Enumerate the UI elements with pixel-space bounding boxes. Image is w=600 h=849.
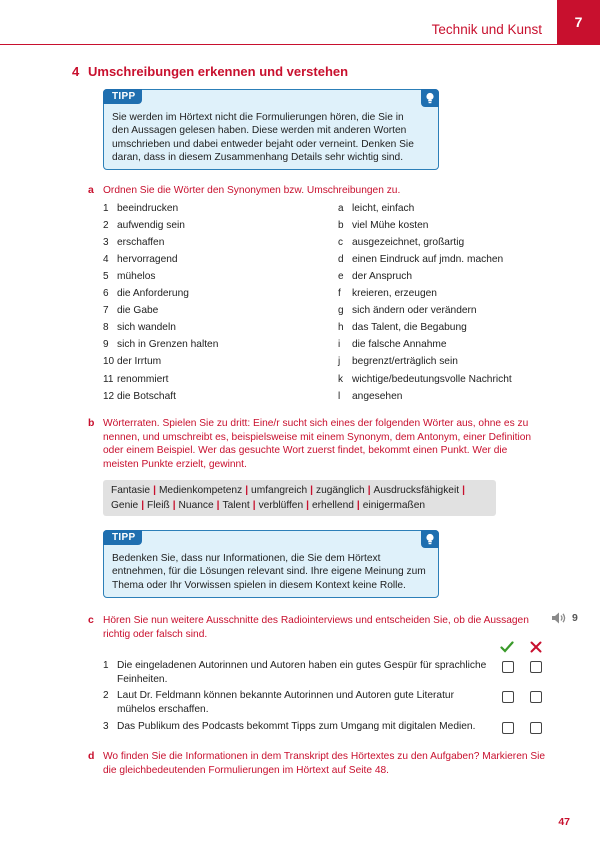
match-left-term: sich in Grenzen halten (117, 339, 219, 351)
match-right-letter: h (338, 322, 344, 334)
statement-text: Laut Dr. Feldmann können bekannte Autorinnen und Autoren gute Literatur (117, 690, 454, 701)
match-right-definition: begrenzt/erträglich sein (352, 356, 458, 368)
match-left-number: 3 (103, 237, 109, 249)
word-bank-word: Genie (111, 500, 139, 511)
match-right-letter: a (338, 203, 344, 214)
task-b-letter: b (88, 417, 95, 429)
match-left-term: hervorragend (117, 254, 178, 266)
task-d-letter: d (88, 750, 95, 762)
match-left-number: 12 (103, 390, 115, 402)
statement-number: 2 (103, 690, 109, 701)
chapter-title: Technik und Kunst (431, 22, 542, 37)
match-right-letter: j (338, 356, 341, 368)
match-left-number: 7 (103, 305, 109, 317)
word-bank (103, 480, 496, 516)
header-divider (0, 44, 600, 45)
match-right-letter: k (338, 373, 343, 385)
task-d-instruction: Wo finden Sie die Informationen in dem Transkript des Hörtextes zu den Aufgaben? Markieren Sie die gleichbedeutenden Formulierungen im Hörtext auf Seite 48. (103, 751, 546, 776)
task-a-letter: a (88, 184, 94, 196)
match-left-number: 6 (103, 288, 109, 300)
match-right-letter: d (338, 254, 344, 266)
match-right-definition: leicht, einfach (352, 203, 415, 214)
lightbulb-icon (421, 89, 439, 107)
match-right-definition: einen Eindruck auf jmdn. machen (352, 254, 504, 266)
match-right-letter: l (338, 390, 341, 402)
word-separator: | (462, 485, 465, 496)
checkbox-false[interactable] (530, 722, 542, 734)
chapter-number: 7 (557, 0, 600, 44)
match-right-letter: b (338, 220, 344, 232)
match-right-definition: ausgezeichnet, großartig (352, 237, 465, 249)
tip-box-1 (103, 89, 439, 170)
false-cross-icon (530, 640, 542, 658)
word-separator: | (141, 500, 145, 511)
tip-box-2 (103, 530, 439, 598)
statement-text: mühelos erschaffen. (117, 704, 209, 715)
task-a-instruction: Ordnen Sie die Wörter den Synonymen bzw. Umschreibungen zu. (103, 185, 401, 196)
section-number: 4 (72, 64, 80, 79)
tip-text: Sie werden im Hörtext nicht die Formulierungen hören, die Sie in den Aussagen gelesen haben. Diese werden mit anderen Worten umschrieben und dabei entweder bejaht oder verneint. Denken Sie daran, dass in diesem Zusammenhang Details sehr wichtig sind. (112, 112, 414, 163)
statement-number: 1 (103, 660, 109, 671)
match-right-definition: der Anspruch (352, 271, 413, 283)
word-bank-word: Ausdrucksfähigkeit (373, 485, 460, 496)
match-right-letter: e (338, 271, 344, 283)
statement-text: Feinheiten. (117, 674, 168, 685)
match-right-letter: i (338, 339, 341, 351)
word-separator: | (153, 485, 156, 496)
word-bank-word: zugänglich (315, 485, 365, 496)
word-bank-word: Talent (222, 500, 250, 511)
match-left-number: 11 (103, 373, 114, 385)
match-left-number: 1 (103, 203, 109, 214)
tip-text: Bedenken Sie, dass nur Informationen, die Sie dem Hörtext entnehmen, für die Lösungen relevant sind. Ihre eigene Meinung zum Thema oder Ihr Vorwissen spielen in diesem Kontext keine Rolle. (112, 553, 426, 591)
checkbox-true[interactable] (502, 722, 514, 734)
word-separator: | (310, 485, 313, 496)
match-right-definition: sich ändern oder verändern (352, 305, 477, 317)
match-left-number: 5 (103, 271, 109, 283)
speaker-icon[interactable] (551, 611, 569, 625)
match-left-number: 9 (103, 339, 109, 351)
checkbox-false[interactable] (530, 661, 542, 673)
match-left-term: die Anforderung (117, 288, 189, 300)
audio-track-number: 9 (572, 612, 578, 624)
checkbox-true[interactable] (502, 691, 514, 703)
true-check-icon (500, 640, 514, 658)
match-left-number: 8 (103, 322, 109, 334)
checkbox-true[interactable] (502, 661, 514, 673)
word-bank-word: umfangreich (251, 485, 308, 496)
match-left-term: aufwendig sein (117, 220, 185, 232)
word-separator: | (245, 485, 249, 496)
word-separator: | (172, 500, 176, 511)
match-left-term: sich wandeln (117, 322, 176, 334)
match-left-term: mühelos (117, 271, 156, 283)
word-separator: | (252, 500, 256, 511)
match-right-definition: angesehen (352, 390, 403, 402)
word-bank-word: einigermaßen (362, 500, 426, 511)
task-c-letter: c (88, 614, 94, 626)
match-left-term: die Botschaft (117, 390, 176, 402)
match-left-term: der Irrtum (117, 356, 162, 368)
lightbulb-icon (421, 530, 439, 548)
audio-track[interactable] (551, 611, 578, 625)
match-right-letter: c (338, 237, 343, 249)
statement-text: Das Publikum des Podcasts bekommt Tipps zum Umgang mit digitalen Medien. (117, 721, 476, 732)
match-right-letter: g (338, 305, 344, 317)
word-separator: | (216, 500, 220, 511)
word-separator: | (356, 500, 360, 511)
page-number: 47 (558, 816, 570, 828)
match-left-term: beeindrucken (117, 203, 179, 214)
word-bank-word: Medienkompetenz (158, 485, 243, 496)
word-bank-word: erhellend (312, 500, 354, 511)
statement-number: 3 (103, 721, 109, 732)
match-left-number: 2 (103, 220, 109, 232)
match-right-letter: f (338, 288, 341, 300)
match-left-term: die Gabe (117, 305, 159, 317)
match-right-definition: viel Mühe kosten (352, 220, 429, 232)
word-bank-word: verblüffen (258, 500, 304, 511)
checkbox-false[interactable] (530, 691, 542, 703)
match-left-number: 10 (103, 356, 115, 368)
section-title: Umschreibungen erkennen und verstehen (88, 64, 349, 79)
match-left-term: renommiert (117, 373, 169, 385)
task-c-instruction: Hören Sie nun weitere Ausschnitte des Radiointerviews und entscheiden Sie, ob die Aussagen richtig oder falsch sind. (103, 615, 529, 640)
word-bank-word: Fleiß (147, 500, 170, 511)
word-bank-word: Nuance (178, 500, 214, 511)
match-left-number: 4 (103, 254, 109, 266)
match-right-definition: das Talent, die Begabung (352, 322, 467, 334)
tip-label: TIPP (103, 530, 142, 545)
word-bank-word: Fantasie (111, 485, 151, 496)
match-right-definition: kreieren, erzeugen (352, 288, 437, 300)
task-b-instruction: Wörterraten. Spielen Sie zu dritt: Eine/r sucht sich eines der folgenden Wörter aus, ohne es zu nennen, und umschreibt es, beispielsweise mit einem Synonym, dem Antonym, einer Definition oder einem Beispiel. Wer das gesuchte Wort zuerst findet, bekommt einen Punkt. Wer die meisten Punkte erzielt, gewinnt. (103, 418, 532, 470)
match-right-definition: die falsche Annahme (352, 339, 447, 351)
tip-label: TIPP (103, 89, 142, 104)
match-right-definition: wichtige/bedeutungsvolle Nachricht (352, 373, 512, 385)
word-separator: | (306, 500, 309, 511)
statement-text: Die eingeladenen Autorinnen und Autoren haben ein gutes Gespür für sprachliche (117, 660, 487, 671)
match-left-term: erschaffen (117, 237, 165, 249)
word-separator: | (367, 485, 371, 496)
